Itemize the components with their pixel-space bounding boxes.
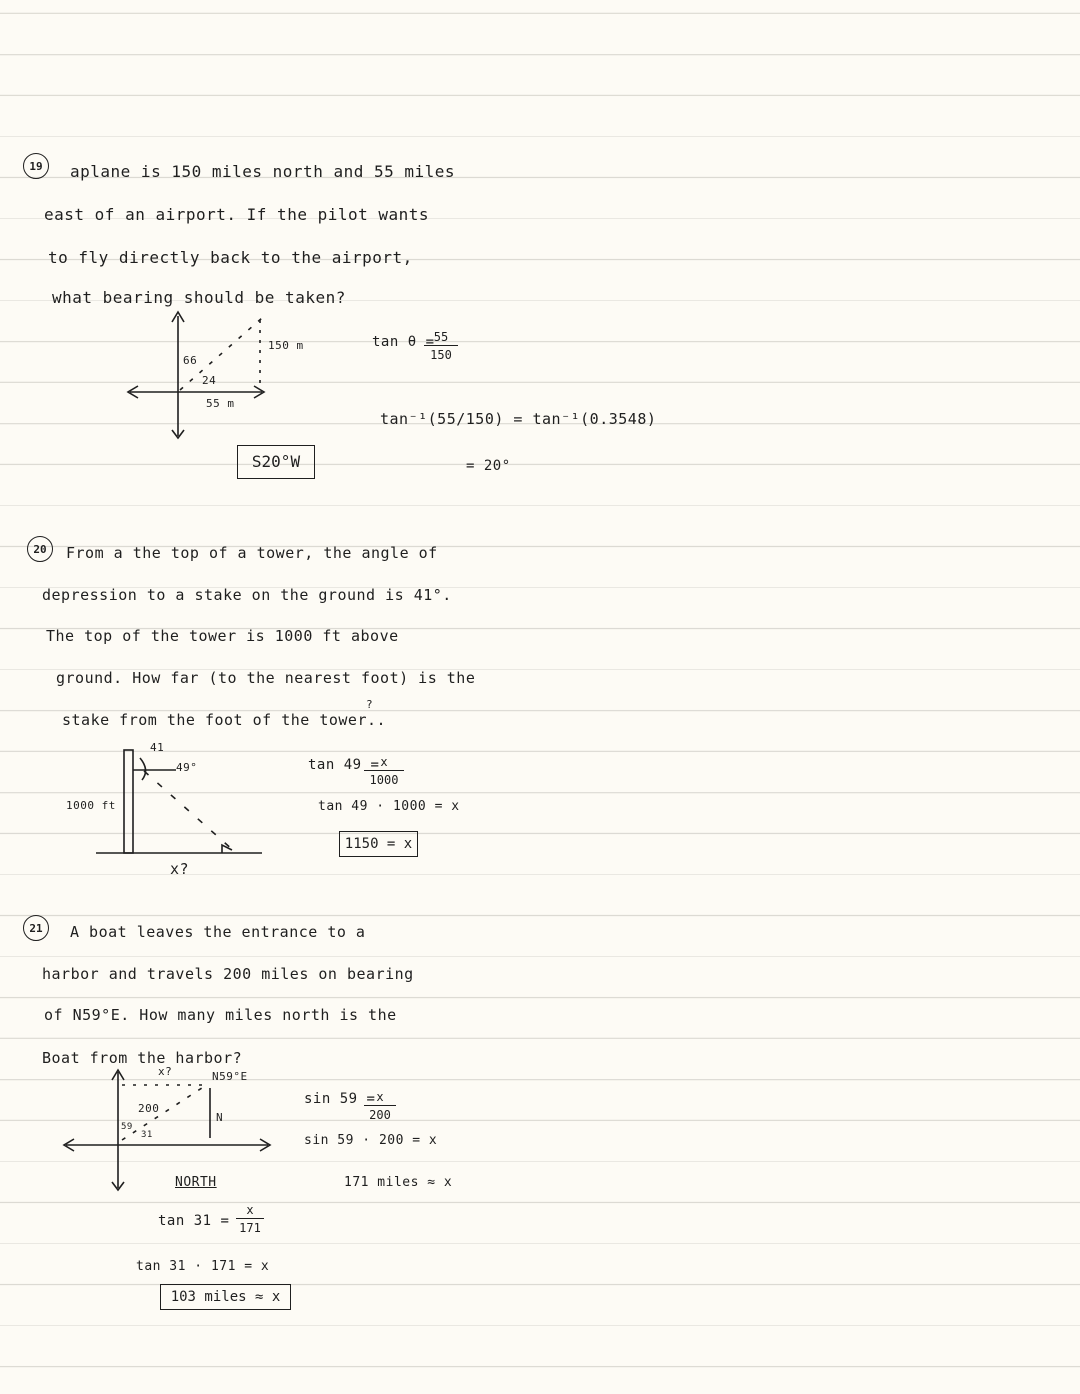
- problem-21-tan-den: 171: [239, 1221, 261, 1235]
- problem-20-tan-prefix: tan 49 =: [308, 757, 380, 773]
- problem-19-frac-den: 150: [430, 348, 452, 362]
- problem-20-angle-side: 49°: [176, 761, 198, 774]
- problem-21-line-3: of N59°E. How many miles north is the: [44, 1006, 397, 1024]
- problem-21-x-label: x?: [158, 1065, 173, 1078]
- problem-20-line-4: ground. How far (to the nearest foot) is the: [56, 669, 476, 687]
- problem-21-line-4: Boat from the harbor?: [42, 1049, 243, 1067]
- problem-21-sin-den: 200: [369, 1108, 391, 1122]
- problem-20-line-3: The top of the tower is 1000 ft above: [46, 627, 399, 645]
- problem-21-tan-step2: tan 31 · 171 = x: [136, 1259, 270, 1274]
- problem-21-north-heading: NORTH: [175, 1175, 217, 1190]
- problem-20-step2: tan 49 · 1000 = x: [318, 799, 460, 814]
- problem-21-bearing-label: N59°E: [212, 1070, 248, 1083]
- problem-20-frac-num: x: [364, 755, 404, 771]
- problem-21-angle-31: 31: [141, 1130, 153, 1140]
- problem-20-angle-top: 41: [150, 741, 165, 754]
- problem-19-line-3: to fly directly back to the airport,: [48, 248, 413, 267]
- problem-21-sin-fraction: [364, 1090, 396, 1122]
- problem-19-answer-box: S20°W: [237, 445, 315, 479]
- problem-20-line-1: From a the top of a tower, the angle of: [66, 544, 438, 562]
- problem-19-number: 19: [23, 153, 49, 179]
- problem-21-angle-59: 59: [121, 1122, 133, 1132]
- problem-21-sin-step2: sin 59 · 200 = x: [304, 1133, 438, 1148]
- problem-21-tan-fraction: [236, 1203, 264, 1235]
- problem-19-angle-lower: 24: [202, 374, 217, 387]
- problem-20-line-5: stake from the foot of the tower..: [62, 711, 387, 729]
- problem-19-angle-upper: 66: [183, 354, 198, 367]
- problem-19-line-1: aplane is 150 miles north and 55 miles: [70, 162, 456, 181]
- problem-21-tan-prefix: tan 31 =: [158, 1213, 230, 1229]
- problem-21-n-label: N: [216, 1111, 224, 1124]
- problem-20-base-label: x?: [170, 860, 190, 878]
- problem-21-hyp-label: 200: [138, 1102, 160, 1115]
- problem-20-question-mark: ?: [366, 698, 374, 711]
- problem-21-answer-box: 103 miles ≈ x: [160, 1284, 291, 1310]
- problem-21-line-1: A boat leaves the entrance to a: [70, 923, 366, 941]
- problem-21-tan-num: x: [236, 1203, 264, 1219]
- problem-21-sin-num: x: [364, 1090, 396, 1106]
- problem-19-north-label: 150 m: [268, 339, 304, 352]
- problem-20-line-2: depression to a stake on the ground is 41°.: [42, 586, 452, 604]
- problem-19-line-2: east of an airport. If the pilot wants: [44, 205, 430, 224]
- problem-21-number: 21: [23, 915, 49, 941]
- problem-19-tan-prefix: tan θ =: [372, 334, 435, 350]
- problem-21-line-2: harbor and travels 200 miles on bearing: [42, 965, 414, 983]
- problem-21-sin-prefix: sin 59 =: [304, 1091, 376, 1107]
- problem-20-answer-box: 1150 = x: [339, 831, 418, 857]
- problem-19-frac-num: 55: [424, 330, 458, 346]
- problem-20-height-label: 1000 ft: [66, 799, 116, 812]
- problem-19-inverse-line: tan⁻¹(55/150) = tan⁻¹(0.3548): [380, 410, 657, 428]
- problem-21-sin-result: 171 miles ≈ x: [344, 1175, 453, 1190]
- problem-19-result: = 20°: [466, 458, 511, 474]
- problem-19-east-label: 55 m: [206, 397, 235, 410]
- problem-19-line-4: what bearing should be taken?: [52, 288, 346, 307]
- problem-20-frac-den: 1000: [369, 773, 399, 787]
- problem-20-number: 20: [27, 536, 53, 562]
